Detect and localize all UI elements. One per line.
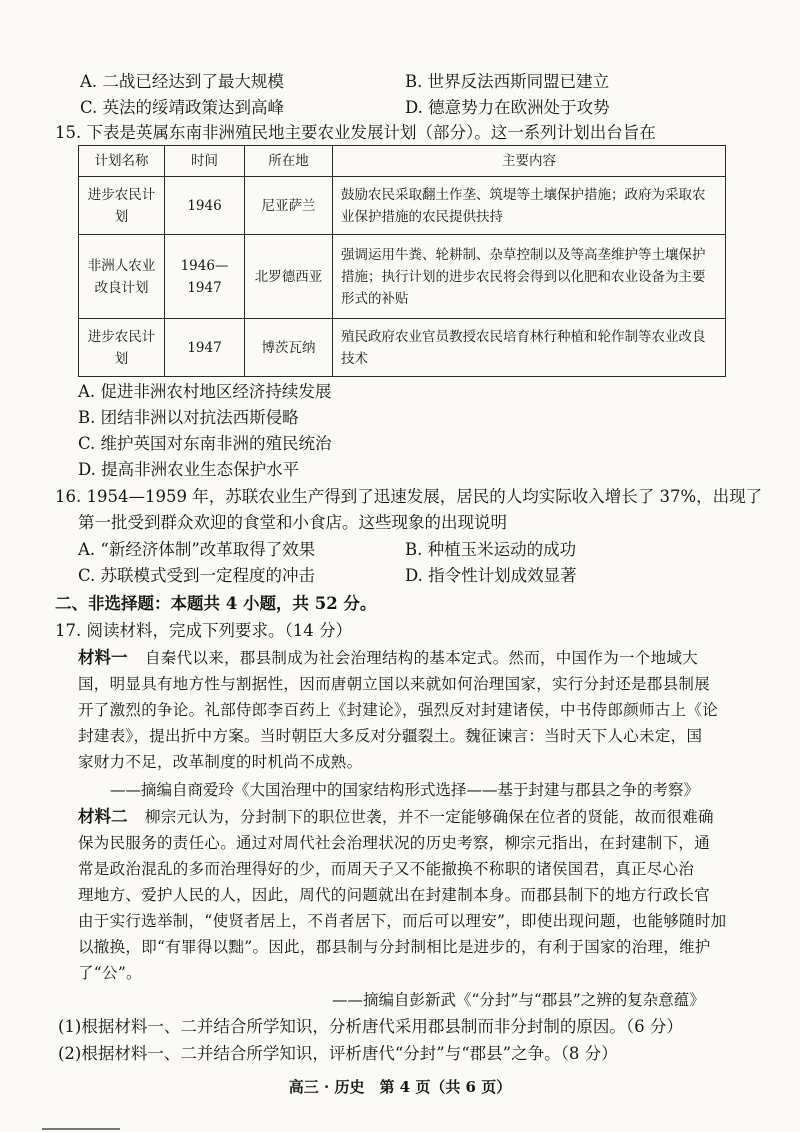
- section2-title: 二、非选择题：本题共 4 小题，共 52 分。: [55, 594, 377, 613]
- material-one-label: 材料一: [78, 648, 128, 667]
- header-place: 所在地: [245, 146, 333, 177]
- q17-sub-question-2: (2)根据材料一、二并结合所学知识，评析唐代“分封”与“郡县”之争。（8 分）: [58, 1044, 618, 1063]
- cell-place: 博茨瓦纳: [245, 319, 333, 377]
- material-two-line: 以撤换，即“有罪得以黜”。因此，郡县制与分封制相比是进步的，有利于国家的治理，维护: [78, 938, 711, 956]
- q15-option-c: C. 维护英国对东南非洲的殖民统治: [78, 434, 332, 453]
- q14-option-d: D. 德意势力在欧洲处于攻势: [405, 98, 610, 117]
- table-row: [79, 177, 726, 235]
- material-two-label: 材料二: [78, 807, 128, 826]
- material-two-line: 理地方、爱护人民的人，因此，周代的问题就出在封建制本身。而郡县制下的地方行政长官: [78, 886, 711, 904]
- material-two-line: 由于实行选举制，“使贤者居上，不肖者居下，而后可以理安”，即使出现问题，也能够随时加: [78, 912, 727, 930]
- q16-option-b: B. 种植玉米运动的成功: [405, 540, 577, 559]
- cell-plan-name: 进步农民计划: [79, 319, 165, 377]
- table-header-row: [79, 146, 726, 177]
- cell-content: 鼓励农民采取翻土作垄、筑堤等土壤保护措施；政府为采取农业保护措施的农民提供扶持: [333, 177, 726, 235]
- cell-plan-name: 非洲人农业改良计划: [79, 235, 165, 319]
- q16-stem-line1: 16. 1954—1959 年，苏联农业生产得到了迅速发展，居民的人均实际收入增长了 37%，出现了: [55, 487, 763, 506]
- q17-stem: 17. 阅读材料，完成下列要求。（14 分）: [55, 621, 352, 640]
- material-one-line: 开了激烈的争论。礼部侍郎李百药上《封建论》，强烈反对封建诸侯，中书侍郎颜师古上《论: [78, 701, 719, 719]
- cell-time: 1946—1947: [165, 235, 245, 319]
- q15-option-a: A. 促进非洲农村地区经济持续发展: [78, 382, 332, 401]
- material-two-line: 柳宗元认为，分封制下的职位世袭，并不一定能够确保在位者的贤能，故而很难确: [145, 808, 714, 826]
- material-two-line: 常是政治混乱的多而治理得好的少，而周天子又不能撤换不称职的诸侯国君，真正尽心治: [78, 860, 695, 878]
- table-row: [79, 319, 726, 377]
- cell-time: 1946: [165, 177, 245, 235]
- cell-place: 尼亚萨兰: [245, 177, 333, 235]
- q14-option-a: A. 二战已经达到了最大规模: [80, 72, 284, 91]
- cell-place: 北罗德西亚: [245, 235, 333, 319]
- cell-plan-name: 进步农民计划: [79, 177, 165, 235]
- page-footer: 高三 · 历史 第 4 页（共 6 页）: [288, 1078, 512, 1096]
- material-two-line: 了“公”。: [78, 964, 142, 982]
- q16-option-d: D. 指令性计划成效显著: [405, 566, 577, 585]
- cell-content: 强调运用牛粪、轮耕制、杂草控制以及等高垄维护等土壤保护措施；执行计划的进步农民将会得到以化肥和农业设备为主要形式的补贴: [333, 235, 726, 319]
- header-plan-name: 计划名称: [79, 146, 165, 177]
- q14-option-c: C. 英法的绥靖政策达到高峰: [80, 98, 285, 117]
- bottom-divider: [42, 1128, 120, 1130]
- material-one-line: 封建表》，提出折中方案。当时朝臣大多反对分疆裂土。魏征谏言：当时天下人心未定，国: [78, 727, 703, 745]
- cell-time: 1947: [165, 319, 245, 377]
- q15-option-b: B. 团结非洲以对抗法西斯侵略: [78, 408, 299, 427]
- agriculture-plan-table: [78, 145, 726, 377]
- q16-option-c: C. 苏联模式受到一定程度的冲击: [78, 566, 316, 585]
- q14-option-b: B. 世界反法西斯同盟已建立: [405, 72, 610, 91]
- q15-option-d: D. 提高非洲农业生态保护水平: [78, 460, 300, 479]
- q17-sub-question-1: (1)根据材料一、二并结合所学知识，分析唐代采用郡县制而非分封制的原因。（6 分）: [58, 1017, 683, 1036]
- header-time: 时间: [165, 146, 245, 177]
- table-row: [79, 235, 726, 319]
- material-one-line: 自秦代以来，郡县制成为社会治理结构的基本定式。然而，中国作为一个地域大: [145, 649, 699, 667]
- material-one-source: ——摘编自商爱玲《大国治理中的国家结构形式选择——基于封建与郡县之争的考察》: [110, 781, 700, 799]
- q15-stem: 15. 下表是英属东南非洲殖民地主要农业发展计划（部分）。这一系列计划出台旨在: [55, 123, 656, 142]
- q16-stem-line2: 第一批受到群众欢迎的食堂和小食店。这些现象的出现说明: [78, 513, 507, 532]
- header-content: 主要内容: [333, 146, 726, 177]
- material-one-line: 国，明显具有地方性与割据性，因而唐朝立国以来就如何治理国家，实行分封还是郡县制展: [78, 675, 711, 693]
- q16-option-a: A. “新经济体制”改革取得了效果: [78, 540, 316, 559]
- material-two-source: ——摘编自彭新武《“分封”与“郡县”之辨的复杂意蕴》: [332, 991, 705, 1009]
- cell-content: 殖民政府农业官员教授农民培育林行种植和轮作制等农业改良技术: [333, 319, 726, 377]
- material-one-line: 家财力不足，改革制度的时机尚不成熟。: [78, 753, 363, 771]
- material-two-line: 保为民服务的责任心。通过对周代社会治理状况的历史考察，柳宗元指出，在封建制下，通: [78, 834, 711, 852]
